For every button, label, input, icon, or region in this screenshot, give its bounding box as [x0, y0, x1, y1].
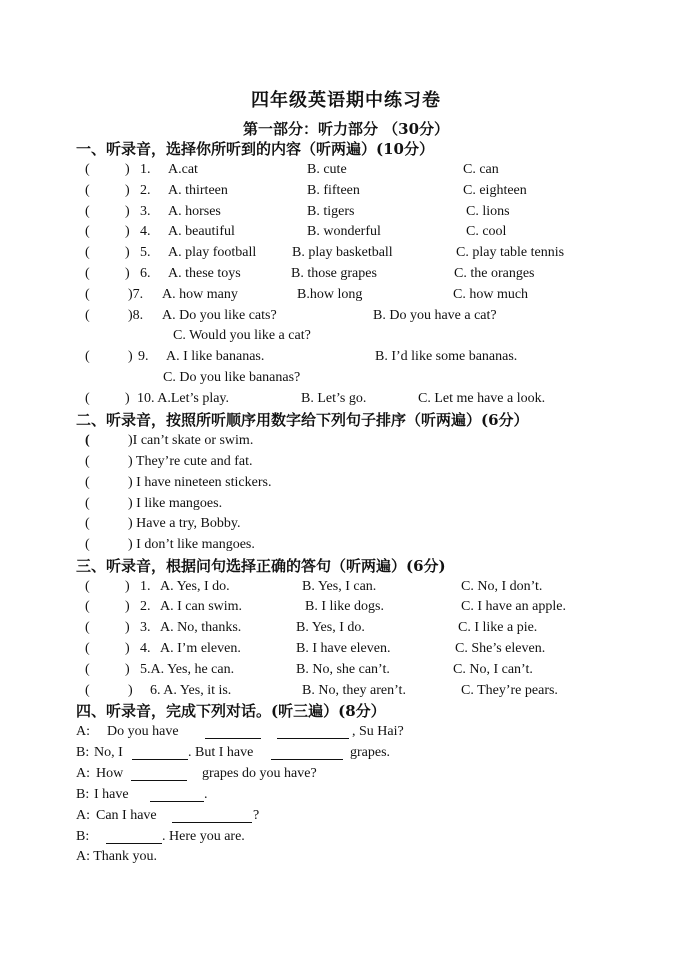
answer-blank[interactable]	[150, 787, 204, 802]
dialogue-line	[0, 764, 692, 784]
option-c: C. how much	[453, 287, 529, 302]
question-number: 4.	[140, 641, 151, 656]
answer-bracket[interactable]: (	[85, 454, 90, 469]
option-a: A. I’m eleven.	[160, 641, 241, 656]
option-c: C. can	[463, 162, 499, 177]
bracket-close: )	[125, 162, 130, 177]
option-b: B. Let’s go.	[301, 391, 367, 406]
option-b: B. fifteen	[307, 183, 360, 198]
option-c: C. Let me have a look.	[418, 391, 546, 406]
option-a: A. these toys	[168, 266, 241, 281]
question-row	[0, 264, 692, 284]
question-row	[0, 681, 692, 701]
option-b: B. cute	[307, 162, 347, 177]
question-number: 3.	[140, 620, 151, 635]
dialogue-text: , Su Hai?	[352, 724, 404, 739]
option-c: C. play table tennis	[456, 245, 565, 260]
question-row	[0, 660, 692, 680]
answer-bracket[interactable]: (	[85, 204, 90, 219]
option-c: C. No, I don’t.	[461, 579, 543, 594]
dialogue-line: A: Thank you.	[76, 849, 158, 864]
question-number-option-a: 10. A.Let’s play.	[137, 391, 230, 406]
option-b: B. Yes, I can.	[302, 579, 377, 594]
bracket-close: )	[125, 641, 130, 656]
question-row	[0, 618, 692, 638]
question-row	[0, 222, 692, 242]
bracket-close: )	[125, 579, 130, 594]
question-row	[0, 639, 692, 659]
answer-blank[interactable]	[172, 808, 252, 823]
question-row	[0, 597, 692, 617]
option-c: C. cool	[466, 224, 507, 239]
dialogue-text: . But I have	[188, 745, 254, 760]
ordering-row	[0, 535, 692, 555]
answer-bracket[interactable]: (	[85, 349, 90, 364]
sentence: ) Have a try, Bobby.	[128, 516, 241, 531]
bracket-close: )	[125, 599, 130, 614]
answer-bracket[interactable]: (	[85, 683, 90, 698]
speaker: B:	[76, 745, 90, 760]
bracket-close: )	[128, 349, 133, 364]
sentence: ) They’re cute and fat.	[128, 454, 253, 469]
section-2-heading: 二、听录音，按照所听顺序用数字给下列句子排序（听两遍）(6分）	[76, 411, 529, 429]
speaker: A:	[76, 808, 90, 823]
option-a: A. beautiful	[168, 224, 235, 239]
question-number: 2.	[140, 599, 151, 614]
answer-bracket[interactable]: (	[85, 391, 90, 406]
answer-bracket[interactable]: (	[85, 266, 90, 281]
answer-bracket[interactable]: (	[85, 579, 90, 594]
question-number: 3.	[140, 204, 151, 219]
dialogue-text: . Here you are.	[162, 829, 245, 844]
question-number: 1.	[140, 162, 151, 177]
option-b: B. I have eleven.	[296, 641, 391, 656]
question-row	[0, 306, 692, 326]
question-number-option-a: 5.A. Yes, he can.	[140, 662, 235, 677]
option-c: C. I like a pie.	[458, 620, 538, 635]
option-b: B. I like dogs.	[305, 599, 384, 614]
bracket-close: )	[125, 224, 130, 239]
option-b: B. play basketball	[292, 245, 393, 260]
answer-bracket[interactable]: (	[85, 662, 90, 677]
question-row-continued	[0, 368, 692, 388]
dialogue-text: Do you have	[107, 724, 179, 739]
answer-blank[interactable]	[277, 724, 349, 739]
dialogue-text: I have	[94, 787, 129, 802]
speaker: B:	[76, 787, 90, 802]
dialogue-line	[0, 785, 692, 805]
dialogue-text: No, I	[94, 745, 123, 760]
option-a: A. No, thanks.	[160, 620, 242, 635]
dialogue-line	[0, 743, 692, 763]
answer-bracket[interactable]: (	[85, 599, 90, 614]
sentence: ) I have nineteen stickers.	[128, 475, 272, 490]
option-c: C. Would you like a cat?	[173, 328, 311, 343]
answer-bracket[interactable]: (	[85, 183, 90, 198]
sentence: ) I like mangoes.	[128, 496, 223, 511]
option-b: B.how long	[297, 287, 363, 302]
sentence: ) I don’t like mangoes.	[128, 537, 255, 552]
answer-blank[interactable]	[271, 745, 343, 760]
answer-bracket[interactable]: (	[85, 245, 90, 260]
ordering-row	[0, 494, 692, 514]
part-title: 第一部分：听力部分 （30分）	[242, 120, 450, 138]
option-c: C. Do you like bananas?	[163, 370, 301, 385]
answer-blank[interactable]	[106, 829, 162, 844]
question-row	[0, 577, 692, 597]
answer-blank[interactable]	[131, 766, 187, 781]
bracket-close: )	[125, 204, 130, 219]
bracket-close: )	[125, 391, 130, 406]
option-c: C. She’s eleven.	[455, 641, 546, 656]
dialogue-text: .	[204, 787, 208, 802]
question-row	[0, 160, 692, 180]
question-number: 2.	[140, 183, 151, 198]
sentence: )I can’t skate or swim.	[128, 433, 254, 448]
page-title: 四年级英语期中练习卷	[251, 90, 441, 111]
section-4-heading: 四、听录音，完成下列对话。(听三遍）(8分）	[76, 702, 386, 720]
question-number: )7.	[128, 287, 144, 302]
option-a: A.cat	[168, 162, 198, 177]
question-number: )8.	[128, 308, 144, 323]
answer-bracket[interactable]: (	[85, 516, 90, 531]
option-b: B. I’d like some bananas.	[375, 349, 518, 364]
answer-bracket[interactable]: (	[85, 287, 90, 302]
bracket-close: )	[125, 183, 130, 198]
option-a: A. Yes, I do.	[160, 579, 230, 594]
answer-bracket[interactable]: (	[85, 537, 90, 552]
dialogue-text: Can I have	[96, 808, 157, 823]
dialogue-line	[0, 806, 692, 826]
option-a: A. how many	[162, 287, 238, 302]
option-a: A. thirteen	[168, 183, 228, 198]
option-b: B. Yes, I do.	[296, 620, 365, 635]
dialogue-line	[0, 722, 692, 742]
option-a: A. horses	[168, 204, 221, 219]
question-number: 4.	[140, 224, 151, 239]
option-b: B. wonderful	[307, 224, 381, 239]
answer-bracket[interactable]: (	[85, 433, 90, 448]
question-row	[0, 181, 692, 201]
ordering-row	[0, 514, 692, 534]
section-3-heading: 三、听录音，根据问句选择正确的答句（听两遍）(6分)	[76, 557, 446, 575]
option-b: B. Do you have a cat?	[373, 308, 497, 323]
ordering-row	[0, 431, 692, 451]
answer-bracket[interactable]: (	[85, 620, 90, 635]
speaker: B:	[76, 829, 90, 844]
question-number: 6.	[140, 266, 151, 281]
option-a: A. play football	[168, 245, 257, 260]
question-row	[0, 202, 692, 222]
option-c: C. lions	[466, 204, 510, 219]
dialogue-text: grapes.	[350, 745, 391, 760]
option-c: C. No, I can’t.	[453, 662, 533, 677]
option-c: C. eighteen	[463, 183, 527, 198]
bracket-close: )	[125, 620, 130, 635]
question-row	[0, 389, 692, 409]
option-b: B. those grapes	[291, 266, 377, 281]
question-row	[0, 243, 692, 263]
question-number-option-a: 6. A. Yes, it is.	[150, 683, 232, 698]
bracket-close: )	[125, 662, 130, 677]
option-a: A. Do you like cats?	[162, 308, 277, 323]
option-b: B. tigers	[307, 204, 355, 219]
speaker: A:	[76, 766, 90, 781]
dialogue-line	[0, 827, 692, 847]
section-1-heading: 一、听录音，选择你所听到的内容（听两遍）(10分）	[76, 140, 434, 158]
question-number: 5.	[140, 245, 151, 260]
option-c: C. They’re pears.	[461, 683, 558, 698]
answer-bracket[interactable]: (	[85, 641, 90, 656]
answer-blank[interactable]	[132, 745, 188, 760]
dialogue-text: ?	[253, 808, 260, 823]
question-row-continued	[0, 326, 692, 346]
question-row	[0, 285, 692, 305]
answer-bracket[interactable]: (	[85, 475, 90, 490]
question-number: 9.	[138, 349, 149, 364]
bracket-close: )	[128, 683, 133, 698]
question-number: 1.	[140, 579, 151, 594]
answer-bracket[interactable]: (	[85, 224, 90, 239]
answer-bracket[interactable]: (	[85, 162, 90, 177]
answer-bracket[interactable]: (	[85, 496, 90, 511]
option-b: B. No, they aren’t.	[302, 683, 406, 698]
dialogue-text: grapes do you have?	[202, 766, 317, 781]
bracket-close: )	[125, 245, 130, 260]
question-row	[0, 347, 692, 367]
option-c: C. the oranges	[454, 266, 535, 281]
option-c: C. I have an apple.	[461, 599, 566, 614]
speaker: A:	[76, 724, 90, 739]
dialogue-text: How	[96, 766, 124, 781]
option-a: A. I like bananas.	[166, 349, 265, 364]
bracket-close: )	[125, 266, 130, 281]
option-b: B. No, she can’t.	[296, 662, 390, 677]
option-a: A. I can swim.	[160, 599, 243, 614]
ordering-row	[0, 473, 692, 493]
answer-blank[interactable]	[205, 724, 261, 739]
ordering-row	[0, 452, 692, 472]
answer-bracket[interactable]: (	[85, 308, 90, 323]
